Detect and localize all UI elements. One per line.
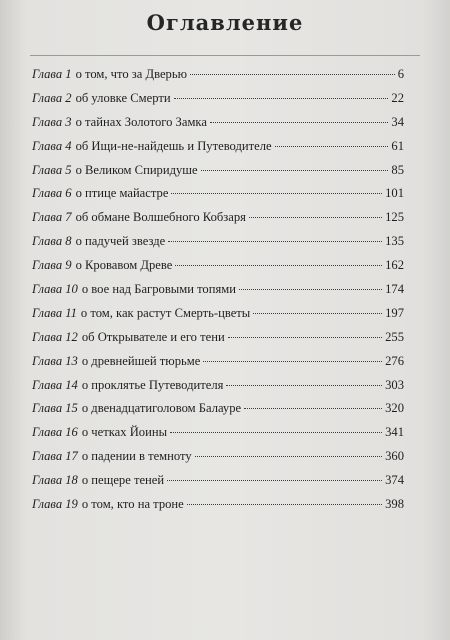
chapter-title: об уловке Смерти [75,90,171,105]
toc-entry [32,282,404,306]
toc-entry [32,115,404,139]
page-number: 303 [385,377,404,392]
chapter-number: Глава 18 [32,473,78,488]
toc-entry [32,258,404,282]
chapter-number: Глава 12 [32,329,78,344]
chapter-title: об Ищи-не-найдешь и Путеводителе [75,138,272,153]
toc-entry [32,139,404,163]
chapter-title: о птице майастре [75,186,169,201]
chapter-number: Глава 15 [32,401,78,416]
chapter-number: Глава 3 [32,114,72,129]
chapter-number: Глава 7 [32,210,72,225]
dot-leader [195,456,382,457]
page-number: 276 [385,353,404,368]
dot-leader [201,170,389,171]
chapter-number: Глава 5 [32,162,72,177]
toc-entry [32,91,404,115]
page-number: 6 [397,67,404,81]
chapter-title: о том, кто на троне [81,497,184,512]
dot-leader [175,265,382,266]
page-title: Оглавление [146,10,304,35]
page-number: 61 [391,138,404,153]
chapter-title: о Кровавом Древе [75,258,173,273]
page-number: 22 [391,90,404,105]
toc-entry [32,330,404,354]
dot-leader [244,408,382,409]
chapter-number: Глава 6 [32,186,72,201]
chapter-number: Глава 1 [32,67,72,81]
dot-leader [187,504,382,505]
chapter-title: о пещере теней [81,473,165,488]
page-number: 374 [385,473,404,488]
toc-entry [32,163,404,187]
chapter-title: о четках Йоины [81,425,168,440]
chapter-title: о том, что за Дверью [75,67,187,81]
chapter-number: Глава 2 [32,90,72,105]
chapter-number: Глава 17 [32,449,78,464]
dot-leader [171,193,382,194]
page-number: 341 [385,425,404,440]
dot-leader [203,361,382,362]
page-number: 360 [385,449,404,464]
page-number: 101 [385,186,404,201]
chapter-title: об обмане Волшебного Кобзаря [75,210,246,225]
toc-entry [32,425,404,449]
page-number: 174 [385,282,404,297]
toc-entry [32,401,404,425]
chapter-title: о древнейшей тюрьме [81,353,201,368]
chapter-number: Глава 11 [32,305,77,320]
page-number: 162 [385,258,404,273]
dot-leader [228,337,382,338]
chapter-title: о вое над Багровыми топями [81,282,236,297]
toc-entry [32,354,404,378]
toc-entry [32,306,404,330]
chapter-title: о проклятье Путеводителя [81,377,224,392]
chapter-title: о тайнах Золотого Замка [75,114,207,129]
toc-entry [32,449,404,473]
chapter-number: Глава 8 [32,234,72,249]
dot-leader [226,385,382,386]
table-of-contents [32,67,404,521]
page-number: 197 [385,305,404,320]
chapter-title: о том, как растут Смерть-цветы [80,305,251,320]
page-number: 125 [385,210,404,225]
dot-leader [275,146,389,147]
chapter-title: об Открывателе и его тени [81,329,225,344]
title-divider [30,55,420,56]
toc-entry [32,234,404,258]
page-number: 398 [385,497,404,512]
dot-leader [174,98,389,99]
dot-leader [168,241,382,242]
toc-entry [32,473,404,497]
chapter-number: Глава 14 [32,377,78,392]
chapter-number: Глава 16 [32,425,78,440]
chapter-title: о падучей звезде [75,234,166,249]
dot-leader [167,480,382,481]
toc-entry [32,378,404,402]
dot-leader [210,122,388,123]
toc-entry [32,186,404,210]
toc-entry [32,497,404,521]
chapter-number: Глава 9 [32,258,72,273]
page-number: 34 [391,114,404,129]
chapter-number: Глава 4 [32,138,72,153]
page-number: 135 [385,234,404,249]
toc-entry [32,67,404,91]
dot-leader [170,432,382,433]
dot-leader [253,313,382,314]
chapter-number: Глава 19 [32,497,78,512]
chapter-number: Глава 10 [32,282,78,297]
chapter-title: о падении в темноту [81,449,192,464]
toc-entry [32,210,404,234]
dot-leader [249,217,382,218]
page-number: 85 [391,162,404,177]
page-number: 320 [385,401,404,416]
dot-leader [239,289,382,290]
dot-leader [190,74,395,75]
chapter-number: Глава 13 [32,353,78,368]
chapter-title: о двенадцатиголовом Балауре [81,401,242,416]
chapter-title: о Великом Спиридуше [75,162,198,177]
page-number: 255 [385,329,404,344]
